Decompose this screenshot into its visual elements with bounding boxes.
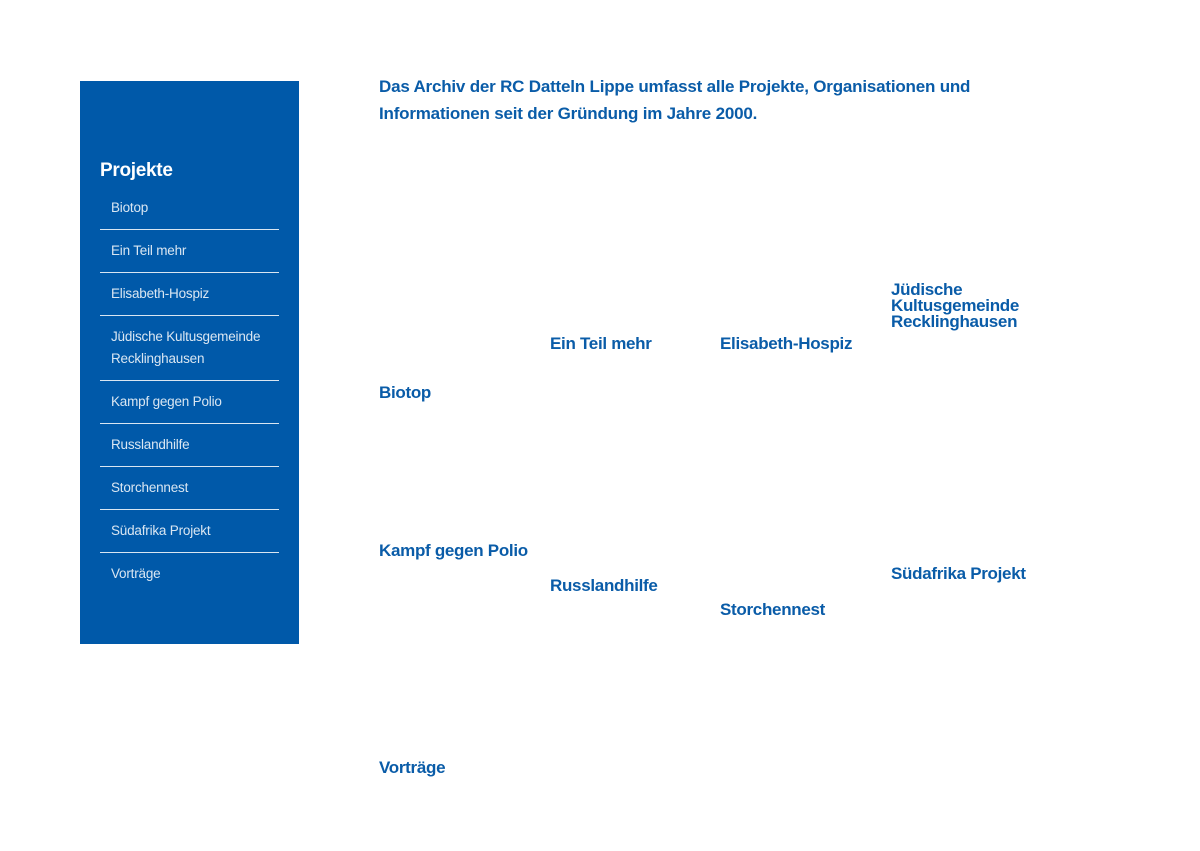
project-link-elisabeth-hospiz[interactable]: Elisabeth-Hospiz	[720, 334, 853, 353]
sidebar-item-biotop[interactable]: Biotop	[100, 197, 279, 230]
sidebar-item-suedafrika-projekt[interactable]: Südafrika Projekt	[100, 510, 279, 553]
project-link-russlandhilfe[interactable]: Russlandhilfe	[550, 576, 658, 595]
sidebar-item-juedische-kultusgemeinde[interactable]: Jüdische Kultusgemeinde Recklinghausen	[100, 316, 279, 381]
sidebar	[80, 81, 299, 644]
project-link-kampf-gegen-polio[interactable]: Kampf gegen Polio	[379, 541, 528, 560]
sidebar-list	[100, 197, 279, 595]
sidebar-item-ein-teil-mehr[interactable]: Ein Teil mehr	[100, 230, 279, 273]
sidebar-item-kampf-gegen-polio[interactable]: Kampf gegen Polio	[100, 381, 279, 424]
sidebar-item-elisabeth-hospiz[interactable]: Elisabeth-Hospiz	[100, 273, 279, 316]
sidebar-item-russlandhilfe[interactable]: Russlandhilfe	[100, 424, 279, 467]
sidebar-item-storchennest[interactable]: Storchennest	[100, 467, 279, 510]
sidebar-title: Projekte	[100, 160, 173, 181]
intro-text: Das Archiv der RC Datteln Lippe umfasst alle Projekte, Organisationen und Informationen seit der Gründung im Jahre 2000.	[379, 77, 971, 123]
project-link-storchennest[interactable]: Storchennest	[720, 600, 826, 619]
project-link-vortraege[interactable]: Vorträge	[379, 758, 446, 777]
project-link-biotop[interactable]: Biotop	[379, 383, 432, 402]
sidebar-item-vortraege[interactable]: Vorträge	[111, 566, 161, 581]
project-link-juedische-kultusgemeinde[interactable]: Jüdische Kultusgemeinde Recklinghausen	[891, 280, 1020, 331]
project-link-suedafrika-projekt[interactable]: Südafrika Projekt	[891, 564, 1026, 583]
project-link-ein-teil-mehr[interactable]: Ein Teil mehr	[550, 334, 652, 353]
